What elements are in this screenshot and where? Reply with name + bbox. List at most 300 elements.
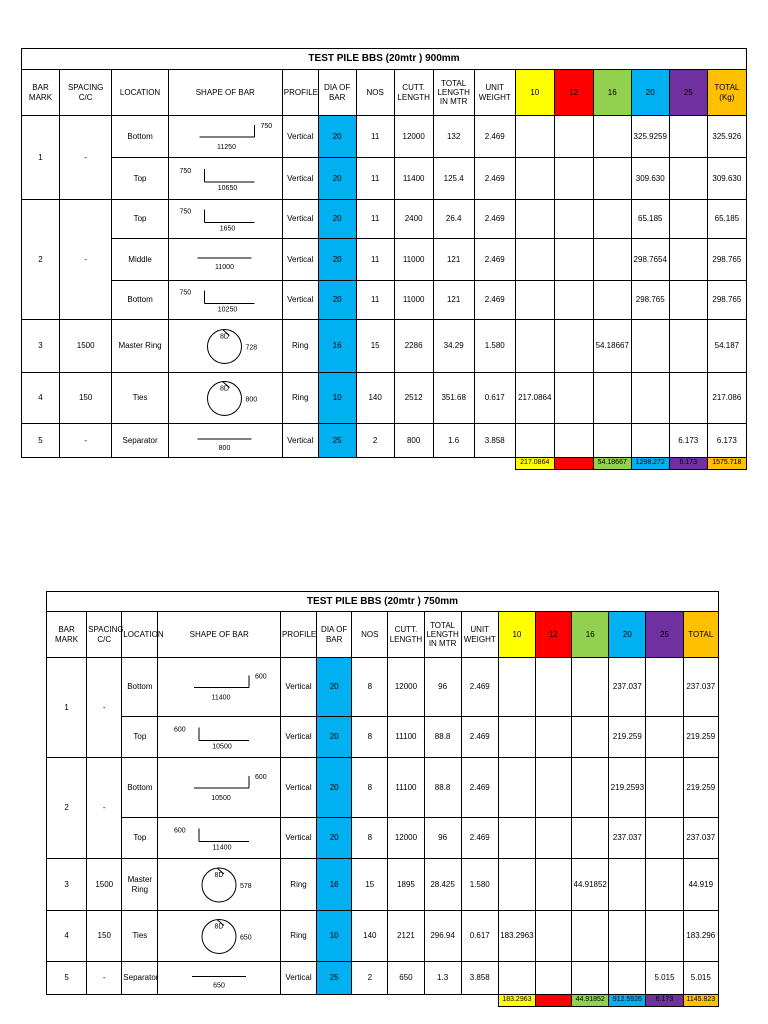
sum-dia-12 (554, 458, 593, 470)
total-length-cell: 26.4 (433, 200, 474, 239)
sum-dia-20: 1298.272 (631, 458, 669, 470)
dimension-b: 650 (240, 934, 253, 941)
weight-dia-10-cell (498, 717, 535, 758)
dia-cell: 25 (317, 962, 352, 995)
weight-dia-10-cell (515, 281, 554, 320)
row-total-cell: 6.173 (707, 424, 746, 458)
weight-dia-20-cell: 219.2593 (609, 758, 646, 818)
weight-dia-20-cell: 65.185 (631, 200, 669, 239)
total-length-cell: 121 (433, 239, 474, 281)
table-title: TEST PILE BBS (20mtr ) 750mm (47, 592, 719, 612)
dimension-b: 10500 (212, 743, 233, 750)
nos-cell: 11 (356, 158, 394, 200)
header-dia: DIA OF BAR (318, 70, 356, 116)
location-cell: Ties (122, 911, 158, 962)
weight-dia-20-cell (609, 911, 646, 962)
weight-dia-25-cell (646, 658, 683, 717)
spacing-cell: - (59, 424, 111, 458)
sum-dia-12 (535, 995, 571, 1007)
weight-dia-12-cell (554, 116, 593, 158)
cutting-length-cell: 2286 (394, 320, 433, 373)
total-length-cell: 88.8 (424, 717, 461, 758)
sum-row (47, 995, 719, 1007)
header-total-length: TOTAL LENGTH IN MTR (424, 612, 461, 658)
table-row (22, 320, 747, 373)
row-total-cell: 54.187 (707, 320, 746, 373)
bar-shape-diagram (158, 963, 280, 994)
weight-dia-10-cell (498, 859, 535, 911)
weight-dia-12-cell (535, 859, 571, 911)
table-row (22, 239, 747, 281)
dia-cell: 25 (318, 424, 356, 458)
weight-dia-25-cell (669, 116, 707, 158)
cutting-length-cell: 2121 (388, 911, 424, 962)
weight-dia-10-cell (515, 239, 554, 281)
total-length-cell: 34.29 (433, 320, 474, 373)
weight-dia-25-cell (646, 859, 683, 911)
dimension-a: 600 (174, 827, 187, 834)
header-spacing: SPACING C/C (59, 70, 111, 116)
row-total-cell: 65.185 (707, 200, 746, 239)
row-total-cell: 237.037 (683, 658, 718, 717)
header-dia-10: 10 (498, 612, 535, 658)
table-row (47, 859, 719, 911)
row-total-cell: 298.765 (707, 239, 746, 281)
dimension-a: 600 (255, 773, 268, 781)
dimension-a: 600 (174, 726, 187, 733)
weight-dia-20-cell (609, 962, 646, 995)
weight-dia-25-cell (669, 281, 707, 320)
weight-dia-16-cell (572, 818, 609, 859)
bbs-table-900mm (21, 48, 747, 470)
unit-weight-cell: 3.858 (474, 424, 515, 458)
header-shape: SHAPE OF BAR (158, 612, 281, 658)
nos-cell: 11 (356, 116, 394, 158)
profile-cell: Ring (282, 320, 318, 373)
bar-shape-diagram (169, 117, 280, 157)
nos-cell: 8 (352, 758, 388, 818)
nos-cell: 11 (356, 239, 394, 281)
profile-cell: Vertical (282, 424, 318, 458)
weight-dia-12-cell (554, 200, 593, 239)
bar-mark-cell: 1 (47, 658, 87, 758)
dia-cell: 20 (317, 658, 352, 717)
location-cell: Top (122, 717, 158, 758)
sum-dia-10: 217.0864 (515, 458, 554, 470)
cutting-length-cell: 12000 (388, 818, 424, 859)
row-total-cell: 219.259 (683, 717, 718, 758)
dia-cell: 10 (317, 911, 352, 962)
dia-cell: 10 (318, 373, 356, 424)
weight-dia-16-cell (593, 116, 631, 158)
profile-cell: Ring (282, 373, 318, 424)
profile-cell: Vertical (282, 281, 318, 320)
dimension-b: 10250 (217, 306, 238, 313)
header-cutt: CUTT. LENGTH (388, 612, 424, 658)
header-dia-25: 25 (669, 70, 707, 116)
spacing-cell: 1500 (59, 320, 111, 373)
weight-dia-25-cell (646, 818, 683, 859)
sum-row (22, 458, 747, 470)
weight-dia-25-cell (669, 373, 707, 424)
nos-cell: 15 (356, 320, 394, 373)
weight-dia-16-cell (593, 373, 631, 424)
cutting-length-cell: 11400 (394, 158, 433, 200)
total-length-cell: 1.3 (424, 962, 461, 995)
profile-cell: Vertical (280, 818, 316, 859)
shape-cell (158, 717, 281, 758)
header-dia: DIA OF BAR (317, 612, 352, 658)
row-total-cell: 183.296 (683, 911, 718, 962)
bar-shape-diagram (158, 718, 280, 757)
spacing-cell: 1500 (87, 859, 122, 911)
cutting-length-cell: 650 (388, 962, 424, 995)
weight-dia-25-cell (646, 758, 683, 818)
weight-dia-16-cell (593, 239, 631, 281)
dimension-b: 10500 (211, 794, 232, 802)
profile-cell: Vertical (280, 717, 316, 758)
header-bar-mark: BAR MARK (47, 612, 87, 658)
table-row (47, 658, 719, 717)
nos-cell: 2 (352, 962, 388, 995)
dimension-b: 11400 (212, 844, 232, 851)
weight-dia-25-cell: 6.173 (669, 424, 707, 458)
weight-dia-16-cell (572, 717, 609, 758)
sum-total: 1575.718 (707, 458, 746, 470)
nos-cell: 8 (352, 658, 388, 717)
bar-shape-diagram (158, 860, 280, 910)
weight-dia-10-cell: 217.0864 (515, 373, 554, 424)
cutting-length-cell: 12000 (388, 658, 424, 717)
header-dia-25: 25 (646, 612, 683, 658)
weight-dia-10-cell (515, 116, 554, 158)
weight-dia-12-cell (554, 239, 593, 281)
total-length-cell: 351.68 (433, 373, 474, 424)
header-total: TOTAL (683, 612, 718, 658)
location-cell: Bottom (112, 116, 168, 158)
dimension-b: 10650 (217, 184, 238, 192)
nos-cell: 11 (356, 200, 394, 239)
weight-dia-12-cell (554, 281, 593, 320)
weight-dia-16-cell (572, 658, 609, 717)
bar-shape-diagram (169, 425, 280, 457)
table-row (22, 373, 747, 424)
header-row (22, 70, 747, 116)
weight-dia-20-cell (631, 373, 669, 424)
bar-mark-cell: 4 (47, 911, 87, 962)
table-row (22, 158, 747, 200)
profile-cell: Vertical (282, 239, 318, 281)
weight-dia-10-cell (515, 320, 554, 373)
location-cell: Separator (112, 424, 168, 458)
weight-dia-10-cell (498, 658, 535, 717)
sum-dia-25: 6.173 (646, 995, 683, 1007)
unit-weight-cell: 2.469 (461, 818, 498, 859)
row-total-cell: 5.015 (683, 962, 718, 995)
bar-mark-cell: 3 (22, 320, 60, 373)
nos-cell: 140 (356, 373, 394, 424)
cutting-length-cell: 2400 (394, 200, 433, 239)
location-cell: Bottom (112, 281, 168, 320)
weight-dia-16-cell (593, 424, 631, 458)
profile-cell: Vertical (282, 116, 318, 158)
spacing-cell: - (87, 758, 122, 859)
header-dia-16: 16 (593, 70, 631, 116)
weight-dia-20-cell: 219.259 (609, 717, 646, 758)
dimension-a: 750 (179, 167, 191, 175)
dia-cell: 20 (318, 116, 356, 158)
weight-dia-20-cell: 237.037 (609, 818, 646, 859)
unit-weight-cell: 2.469 (474, 158, 515, 200)
spacing-cell: 150 (87, 911, 122, 962)
weight-dia-10-cell (515, 200, 554, 239)
bar-shape-diagram (169, 240, 280, 280)
sum-total: 1145.823 (683, 995, 718, 1007)
weight-dia-10-cell (515, 424, 554, 458)
header-profile: PROFILE (280, 612, 316, 658)
nos-cell: 11 (356, 281, 394, 320)
header-location: LOCATION (122, 612, 158, 658)
unit-weight-cell: 2.469 (461, 717, 498, 758)
bar-shape-diagram (169, 282, 280, 319)
shape-cell (158, 818, 281, 859)
dimension-b: 800 (245, 396, 257, 403)
weight-dia-12-cell (535, 758, 571, 818)
profile-cell: Vertical (282, 200, 318, 239)
location-cell: Bottom (122, 758, 158, 818)
spacing-cell: 150 (59, 373, 111, 424)
dimension-b: 578 (240, 882, 253, 890)
bar-shape-diagram (158, 912, 280, 961)
profile-cell: Vertical (280, 658, 316, 717)
header-unit-weight: UNIT WEIGHT (474, 70, 515, 116)
bar-mark-cell: 5 (47, 962, 87, 995)
weight-dia-25-cell (669, 239, 707, 281)
header-dia-20: 20 (609, 612, 646, 658)
weight-dia-12-cell (554, 320, 593, 373)
weight-dia-10-cell (498, 962, 535, 995)
shape-cell (168, 373, 282, 424)
header-total: TOTAL (Kg) (707, 70, 746, 116)
profile-cell: Vertical (280, 758, 316, 818)
nos-cell: 2 (356, 424, 394, 458)
cutting-length-cell: 11000 (394, 281, 433, 320)
location-cell: Bottom (122, 658, 158, 717)
row-total-cell: 217.086 (707, 373, 746, 424)
weight-dia-12-cell (535, 962, 571, 995)
profile-cell: Vertical (280, 962, 316, 995)
unit-weight-cell: 2.469 (461, 658, 498, 717)
unit-weight-cell: 0.617 (461, 911, 498, 962)
row-total-cell: 44.919 (683, 859, 718, 911)
shape-cell (168, 239, 282, 281)
bar-mark-cell: 4 (22, 373, 60, 424)
dimension-a: 750 (179, 208, 191, 215)
location-cell: Separator (122, 962, 158, 995)
profile-cell: Vertical (282, 158, 318, 200)
table-row (47, 758, 719, 818)
weight-dia-12-cell (554, 373, 593, 424)
sum-dia-16: 44.91852 (572, 995, 609, 1007)
cutting-length-cell: 11100 (388, 717, 424, 758)
weight-dia-20-cell (609, 859, 646, 911)
table-row (47, 911, 719, 962)
weight-dia-25-cell (646, 717, 683, 758)
profile-cell: Ring (280, 859, 316, 911)
header-dia-20: 20 (631, 70, 669, 116)
dia-cell: 20 (318, 200, 356, 239)
nos-cell: 15 (352, 859, 388, 911)
weight-dia-10-cell (498, 758, 535, 818)
weight-dia-20-cell: 237.037 (609, 658, 646, 717)
weight-dia-25-cell (669, 320, 707, 373)
weight-dia-12-cell (554, 158, 593, 200)
bar-mark-cell: 1 (22, 116, 60, 200)
weight-dia-10-cell: 183.2963 (498, 911, 535, 962)
bar-shape-diagram (158, 819, 280, 858)
dia-cell: 20 (317, 818, 352, 859)
header-profile: PROFILE (282, 70, 318, 116)
weight-dia-16-cell (593, 200, 631, 239)
location-cell: Master Ring (122, 859, 158, 911)
weight-dia-16-cell: 54.18667 (593, 320, 631, 373)
unit-weight-cell: 2.469 (474, 281, 515, 320)
dia-cell: 20 (317, 717, 352, 758)
dimension-a: 8D (219, 333, 229, 340)
weight-dia-16-cell (593, 281, 631, 320)
unit-weight-cell: 3.858 (461, 962, 498, 995)
shape-cell (168, 116, 282, 158)
location-cell: Ties (112, 373, 168, 424)
bar-mark-cell: 2 (22, 200, 60, 320)
bar-mark-cell: 3 (47, 859, 87, 911)
unit-weight-cell: 1.580 (461, 859, 498, 911)
weight-dia-16-cell (572, 911, 609, 962)
total-length-cell: 121 (433, 281, 474, 320)
weight-dia-10-cell (498, 818, 535, 859)
weight-dia-12-cell (535, 658, 571, 717)
weight-dia-16-cell: 44.91852 (572, 859, 609, 911)
weight-dia-12-cell (535, 717, 571, 758)
cutting-length-cell: 11000 (394, 239, 433, 281)
unit-weight-cell: 2.469 (461, 758, 498, 818)
unit-weight-cell: 2.469 (474, 239, 515, 281)
header-nos: NOS (356, 70, 394, 116)
header-dia-12: 12 (554, 70, 593, 116)
unit-weight-cell: 2.469 (474, 116, 515, 158)
nos-cell: 8 (352, 717, 388, 758)
weight-dia-10-cell (515, 158, 554, 200)
header-total-length: TOTAL LENGTH IN MTR (433, 70, 474, 116)
dimension-b: 728 (245, 344, 257, 351)
table-row (22, 281, 747, 320)
table-row (47, 717, 719, 758)
dimension-b: 11400 (211, 694, 231, 701)
shape-cell (168, 158, 282, 200)
total-length-cell: 296.94 (424, 911, 461, 962)
location-cell: Top (112, 158, 168, 200)
total-length-cell: 28.425 (424, 859, 461, 911)
dimension-a: 600 (255, 673, 268, 680)
total-length-cell: 88.8 (424, 758, 461, 818)
table-row (22, 200, 747, 239)
nos-cell: 140 (352, 911, 388, 962)
unit-weight-cell: 0.617 (474, 373, 515, 424)
total-length-cell: 96 (424, 658, 461, 717)
cutting-length-cell: 800 (394, 424, 433, 458)
header-dia-12: 12 (535, 612, 571, 658)
total-length-cell: 132 (433, 116, 474, 158)
shape-cell (168, 200, 282, 239)
header-shape: SHAPE OF BAR (168, 70, 282, 116)
shape-cell (168, 320, 282, 373)
weight-dia-12-cell (554, 424, 593, 458)
dimension-b: 800 (218, 444, 231, 452)
header-bar-mark: BAR MARK (22, 70, 60, 116)
weight-dia-16-cell (593, 158, 631, 200)
table-row (47, 818, 719, 859)
shape-cell (158, 911, 281, 962)
header-spacing: SPACING C/C (87, 612, 122, 658)
shape-cell (158, 962, 281, 995)
total-length-cell: 96 (424, 818, 461, 859)
dimension-a: 8D (214, 871, 224, 879)
weight-dia-25-cell (669, 200, 707, 239)
dia-cell: 16 (317, 859, 352, 911)
total-length-cell: 125.4 (433, 158, 474, 200)
weight-dia-20-cell: 298.7654 (631, 239, 669, 281)
table-row (47, 962, 719, 995)
table-row (22, 116, 747, 158)
header-unit-weight: UNIT WEIGHT (461, 612, 498, 658)
weight-dia-25-cell (646, 911, 683, 962)
dia-cell: 20 (317, 758, 352, 818)
profile-cell: Ring (280, 911, 316, 962)
shape-cell (158, 758, 281, 818)
weight-dia-12-cell (535, 911, 571, 962)
cutting-length-cell: 2512 (394, 373, 433, 424)
location-cell: Middle (112, 239, 168, 281)
spacing-cell: - (59, 116, 111, 200)
bar-shape-diagram (169, 374, 280, 423)
dia-cell: 20 (318, 281, 356, 320)
dimension-a: 8D (214, 923, 224, 930)
sum-dia-10: 183.2963 (498, 995, 535, 1007)
header-location: LOCATION (112, 70, 168, 116)
dimension-b: 650 (213, 982, 226, 989)
weight-dia-20-cell (631, 320, 669, 373)
row-total-cell: 219.259 (683, 758, 718, 818)
bar-mark-cell: 5 (22, 424, 60, 458)
dimension-a: 750 (260, 122, 272, 130)
row-total-cell: 325.926 (707, 116, 746, 158)
cutting-length-cell: 11100 (388, 758, 424, 818)
row-total-cell: 309.630 (707, 158, 746, 200)
bar-mark-cell: 2 (47, 758, 87, 859)
spacing-cell: - (87, 962, 122, 995)
location-cell: Top (122, 818, 158, 859)
spacing-cell: - (59, 200, 111, 320)
shape-cell (168, 281, 282, 320)
bar-shape-diagram (169, 321, 280, 372)
weight-dia-16-cell (572, 962, 609, 995)
header-dia-10: 10 (515, 70, 554, 116)
weight-dia-25-cell: 5.015 (646, 962, 683, 995)
dimension-a: 750 (179, 289, 191, 296)
table-row (22, 424, 747, 458)
dia-cell: 20 (318, 158, 356, 200)
shape-cell (168, 424, 282, 458)
